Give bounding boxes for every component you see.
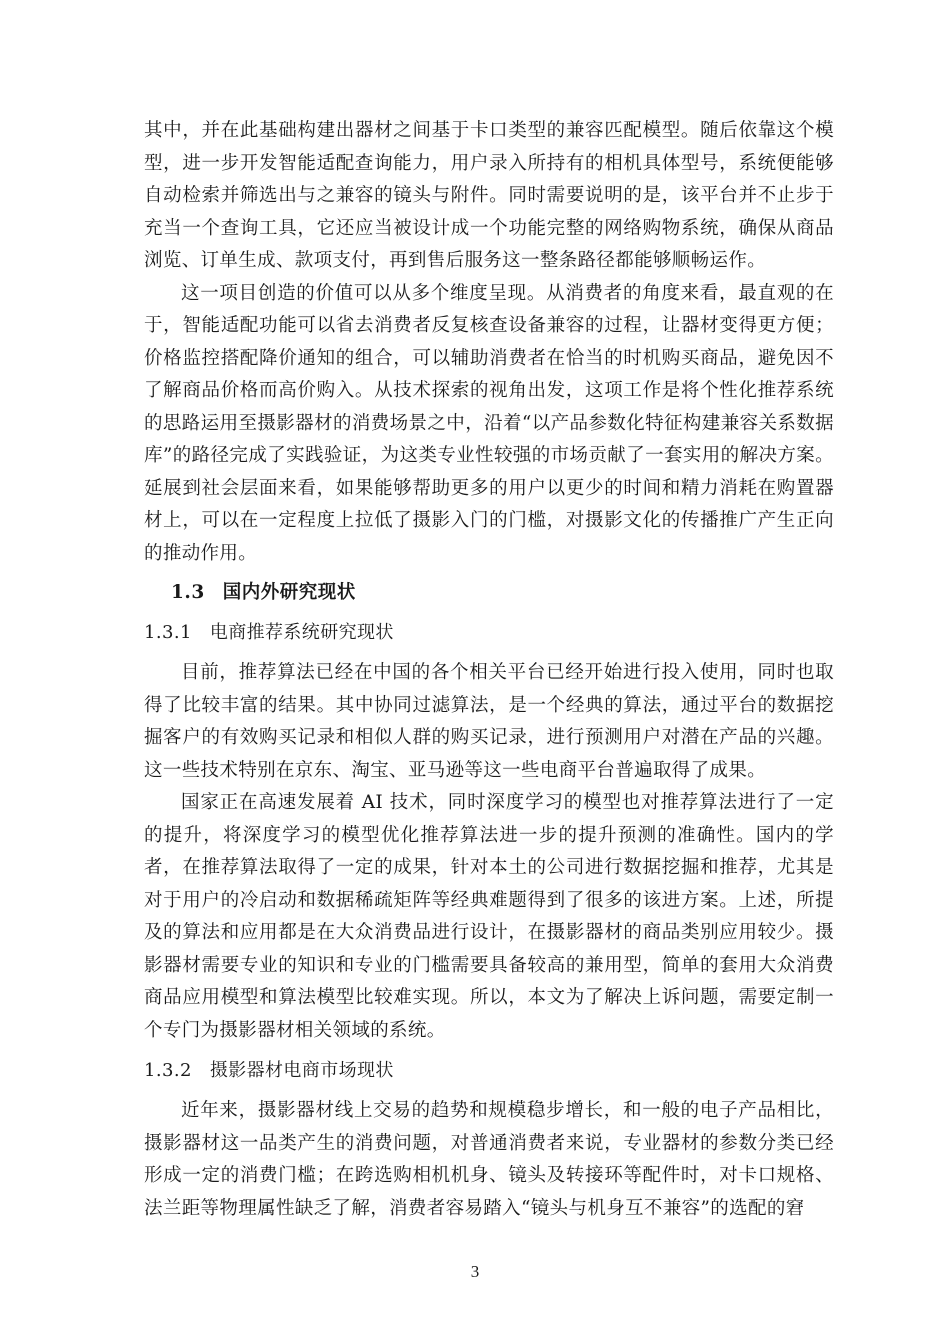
subsection-title: 摄影器材电商市场现状 [209,1060,394,1081]
paragraph-continuation: 其中，并在此基础构建出器材之间基于卡口类型的兼容匹配模型。随后依靠这个模型，进一步开发智能适配查询能力，用户录入所持有的相机具体型号，系统便能够自动检索并筛选出与之兼容的镜头与附件。同时需要说明的是，该平台并不止步于充当一个查询工具，它还应当被设计成一个功能完整的网络购物系统，确保从商品浏览、订单生成、款项支付，再到售后服务这一整条路径都能够顺畅运作。 [144,120,834,271]
subsection-number: 1.3.1 [144,622,192,643]
subsection-number: 1.3.2 [144,1060,192,1081]
body-text [144,115,834,1225]
paragraph-market-status: 近年来，摄影器材线上交易的趋势和规模稳步增长，和一般的电子产品相比，摄影器材这一品类产生的消费问题，对普通消费者来说，专业器材的参数分类已经形成一定的消费门槛；在跨选购相机机身、镜头及转接环等配件时，对卡口规格、法兰距等物理属性缺乏了解，消费者容易踏入“镜头与机身互不兼容”的选配的窘 [144,1100,834,1219]
section-number: 1.3 [171,582,205,603]
paragraph-ai-deep-learning: 国家正在高速发展着 AI 技术，同时深度学习的模型也对推荐算法进行了一定的提升，将深度学习的模型优化推荐算法进一步的提升预测的准确性。国内的学者，在推荐算法取得了一定的成果，针对本土的公司进行数据挖掘和推荐，尤其是对于用户的冷启动和数据稀疏矩阵等经典难题得到了很多的该进方案。上述，所提及的算法和应用都是在大众消费品进行设计，在摄影器材的商品类别应用较少。摄影器材需要专业的知识和专业的门槛需要具备较高的兼用型，简单的套用大众消费商品应用模型和算法模型比较难实现。所以，本文为了解决上诉问题，需要定制一个专门为摄影器材相关领域的系统。 [144,792,834,1041]
section-heading-1-3 [144,577,834,609]
paragraph-project-value: 这一项目创造的价值可以从多个维度呈现。从消费者的角度来看，最直观的在于，智能适配功能可以省去消费者反复核查设备兼容的过程，让器材变得更方便；价格监控搭配降价通知的组合，可以辅助消费者在恰当的时机购买商品，避免因不了解商品价格而高价购入。从技术探索的视角出发，这项工作是将个性化推荐系统的思路运用至摄影器材的消费场景之中，沿着“以产品参数化特征构建兼容关系数据库”的路径完成了实践验证，为这类专业性较强的市场贡献了一套实用的解决方案。延展到社会层面来看，如果能够帮助更多的用户以更少的时间和精力消耗在购置器材上，可以在一定程度上拉低了摄影入门的门槛，对摄影文化的传播推广产生正向的推动作用。 [144,282,834,564]
section-title: 国内外研究现状 [222,582,356,603]
subsection-heading-1-3-2 [144,1055,834,1087]
page-number: 3 [470,1262,480,1281]
subsection-title: 电商推荐系统研究现状 [209,622,394,643]
subsection-heading-1-3-1 [144,617,834,649]
paragraph-recommendation-status: 目前，推荐算法已经在中国的各个相关平台已经开始进行投入使用，同时也取得了比较丰富的结果。其中协同过滤算法，是一个经典的算法，通过平台的数据挖掘客户的有效购买记录和相似人群的购买记录，进行预测用户对潜在产品的兴趣。这一些技术特别在京东、淘宝、亚马逊等这一些电商平台普遍取得了成果。 [144,662,834,781]
